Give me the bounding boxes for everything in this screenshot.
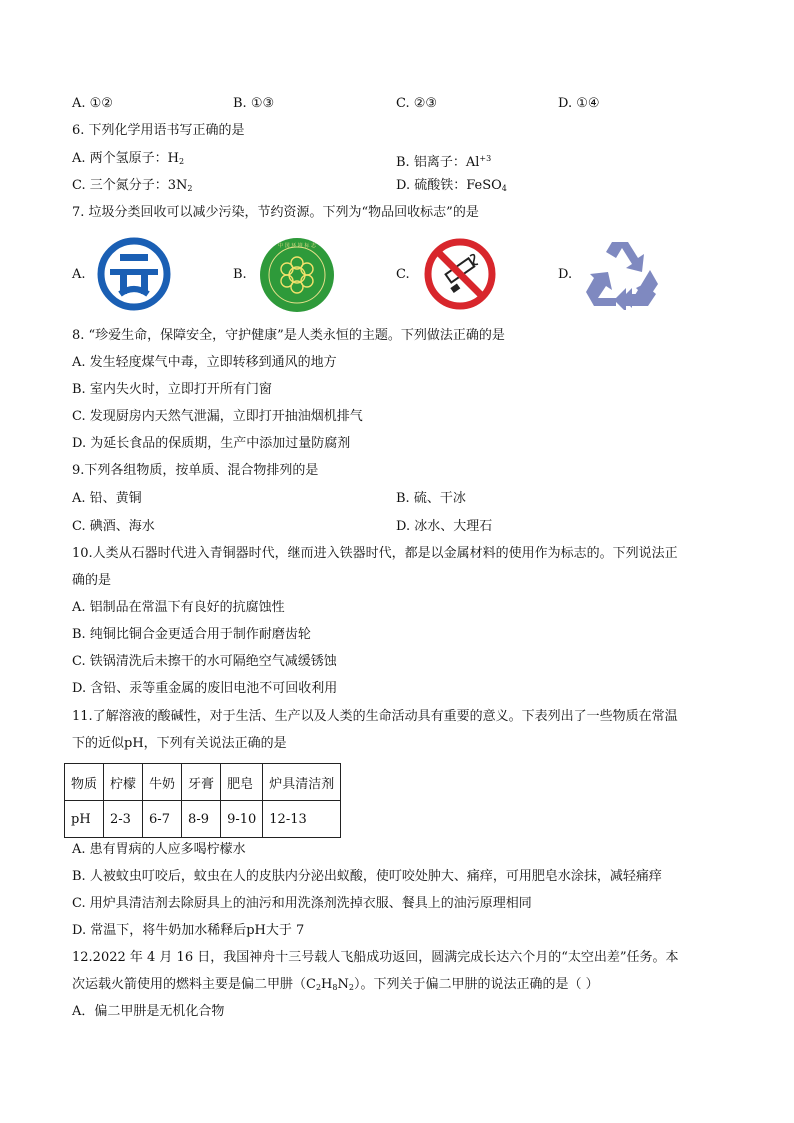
q5-option-a: A. ①② (72, 96, 113, 111)
q8-option-a: A. 发生轻度煤气中毒，立即转移到通风的地方 (72, 355, 337, 370)
q5-option-c: C. ②③ (396, 96, 438, 111)
ph-table-row-substance (65, 764, 341, 801)
q10-option-a: A. 铝制品在常温下有良好的抗腐蚀性 (72, 600, 285, 615)
ph-table-cell: 牙膏 (182, 764, 221, 801)
q10-stem-line2: 确的是 (72, 573, 112, 588)
q9-option-c: C. 碘酒、海水 (72, 519, 155, 534)
q11-option-b: B. 人被蚊虫叮咬后，蚊虫在人的皮肤内分泌出蚁酸，使叮咬处肿大、痛痒，可用肥皂水涂抹，减轻痛痒 (72, 869, 662, 884)
ph-table-row-ph (65, 801, 341, 838)
q9-option-d: D. 冰水、大理石 (396, 519, 493, 534)
q11-option-a: A. 患有胃病的人应多喝柠檬水 (72, 842, 246, 857)
no-smoking-sign-icon (422, 236, 498, 312)
ph-table-cell: 12-13 (263, 801, 341, 838)
q10-stem-line1: 10.人类从石器时代进入青铜器时代，继而进入铁器时代，都是以金属材料的使用作为标志的。下列说法正 (72, 546, 678, 561)
q8-stem: 8. “珍爱生命，保障安全，守护健康”是人类永恒的主题。下列做法正确的是 (72, 328, 505, 343)
q9-option-b: B. 硫、干冰 (396, 491, 466, 506)
water-saving-symbol-icon (96, 236, 172, 312)
ph-table-cell: 9-10 (221, 801, 263, 838)
ph-table-cell: 8-9 (182, 801, 221, 838)
q9-stem: 9.下列各组物质，按单质、混合物排列的是 (72, 463, 319, 478)
ph-table-cell: 6-7 (143, 801, 182, 838)
ph-table-cell: 炉具清洁剂 (263, 764, 341, 801)
q7-label-a: A. (72, 267, 86, 282)
q6-option-b: B. 铝离子：$Al^{+3}$ (396, 154, 492, 170)
recycling-arrows-icon (582, 238, 660, 310)
q7-label-c: C. (396, 267, 410, 282)
q12-option-a: A．偏二甲肼是无机化合物 (72, 1004, 225, 1019)
ph-table-cell: pH (65, 801, 104, 838)
ph-table-cell: 物质 (65, 764, 104, 801)
q12-stem-line2: 次运载火箭使用的燃料主要是偏二甲肼$(C_2H_8N_2)$。下列关于偏二甲肼的说法正确的是（ ） (72, 977, 599, 992)
q6-option-d: D. 硫酸铁：FeSO$_4$ (396, 178, 507, 193)
q10-option-d: D. 含铅、汞等重金属的废旧电池不可回收利用 (72, 681, 338, 696)
ph-table-cell: 2-3 (104, 801, 143, 838)
q11-option-d: D. 常温下，将牛奶加水稀释后pH大于 7 (72, 923, 305, 938)
q11-option-c: C. 用炉具清洁剂去除厨具上的油污和用洗涤剂洗掉衣服、餐具上的油污原理相同 (72, 896, 532, 911)
q7-stem: 7. 垃圾分类回收可以减少污染，节约资源。下列为“物品回收标志”的是 (72, 205, 479, 220)
q10-option-b: B. 纯铜比铜合金更适合用于制作耐磨齿轮 (72, 627, 311, 642)
q11-stem-line1: 11.了解溶液的酸碱性，对于生活、生产以及人类的生命活动具有重要的意义。下表列出了一些物质在常温 (72, 709, 678, 724)
ph-table-cell: 柠檬 (104, 764, 143, 801)
q8-option-d: D. 为延长食品的保质期，生产中添加过量防腐剂 (72, 436, 351, 451)
q6-option-c: C. 三个氮分子：$3N_2$ (72, 178, 193, 193)
q8-option-c: C. 发现厨房内天然气泄漏，立即打开抽油烟机排气 (72, 409, 363, 424)
q10-option-c: C. 铁锅清洗后未擦干的水可隔绝空气减缓锈蚀 (72, 654, 337, 669)
ph-table-cell: 牛奶 (143, 764, 182, 801)
q9-option-a: A. 铅、黄铜 (72, 491, 142, 506)
svg-text:中 国 环 境 标 志: 中 国 环 境 标 志 (278, 243, 316, 249)
q5-option-d: D. ①④ (558, 96, 600, 111)
q11-stem-line2: 下的近似pH，下列有关说法正确的是 (72, 736, 287, 751)
q6-option-a: A. 两个氢原子：$H_2$ (72, 151, 185, 166)
china-environmental-label-icon (258, 236, 336, 314)
q7-label-d: D. (558, 267, 573, 282)
q6-stem: 6. 下列化学用语书写正确的是 (72, 123, 245, 138)
q8-option-b: B. 室内失火时，立即打开所有门窗 (72, 382, 272, 397)
q7-label-b: B. (233, 267, 247, 282)
q12-stem-line1: 12.2022 年 4 月 16 日，我国神舟十三号载人飞船成功返回，圆满完成长达六个月的“太空出差”任务。本 (72, 950, 679, 965)
q5-option-b: B. ①③ (233, 96, 275, 111)
ph-table (64, 763, 341, 838)
ph-table-cell: 肥皂 (221, 764, 263, 801)
